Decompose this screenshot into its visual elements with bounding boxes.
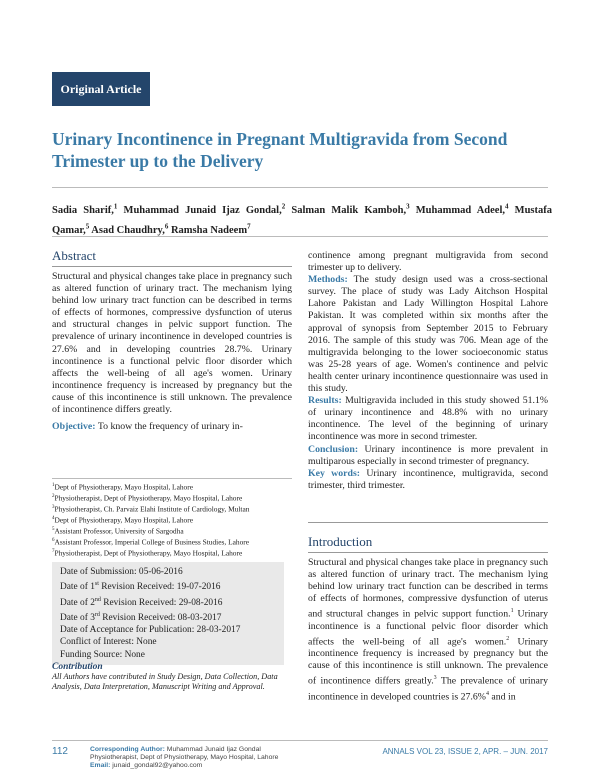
affiliation-item: $^6$Assistant Professor, Imperial College of Business Studies, Lahore — [52, 537, 250, 547]
abstract-right-column — [308, 250, 548, 492]
introduction-section — [308, 534, 548, 703]
results-label: Results: — [308, 395, 342, 407]
affiliation-list — [52, 481, 297, 558]
author-list — [52, 198, 552, 239]
conclusion-text: Urinary incontinence is more prevalent in multiparous especially in second trimester of pregnancy. — [308, 443, 549, 467]
methods-text: The study design used was a cross-sectional survey. The place of study was Lady Aitchson Hospital Lahore Pakistan and Lady Willington Hospital Lahore Pakistan. It was completed within six months after the approval of synopsis from September 2015 to February 2016. The sample of this study was 706. Mean age of the multigravida belonging to the lower socioeconomic status was 25-28 years of age. Women's continence and pelvic health center urinary incontinence questionnaire was used in this study. — [308, 274, 548, 395]
date-acceptance: Date of Acceptance for Publication: 28-03-2017 — [60, 625, 241, 636]
conclusion-label: Conclusion: — [308, 443, 359, 455]
contribution-heading: Contribution — [52, 662, 103, 672]
author: Muhammad Junaid Ijaz Gondal,$^2$ — [123, 202, 286, 216]
abstract-heading: Abstract — [52, 248, 97, 263]
corresponding-author: Corresponding Author: Muhammad Junaid Ijaz Gondal Physiotherapist, Dept of Physiotherapy, Mayo Hospital, Lahore Email: junaid_gondal92@yahoo.com — [90, 746, 279, 770]
affiliation-item: $^3$Physiotherapist, Ch. Parvaiz Elahi Institute of Cardiology, Multan — [52, 504, 250, 514]
contribution-text: All Authors have contributed in Study Design, Data Collection, Data Analysis, Data Interpretation, Manuscript Writing and Approval. — [52, 672, 278, 692]
introduction-text: Structural and physical changes take place in pregnancy such as altered function of urinary tract. The mechanism lying behind low urinary tract function can be described in terms of effects of hormones, compressive dysfunction of uterus and structural changes in pelvic support function.$^1$ Urinary incontinence is a functional pelvic floor disorder which affects the well-being of all age's women.$^2$ Urinary incontinence frequency is increased by pregnancy but the cause of this incontinence is still unknown. The prevalence of incontinence differs greatly.$^3$ The prevalence of urinary incontinence in developed countries is 27.6%$^4$ and in — [308, 557, 549, 702]
keywords-text: Urinary incontinence, multigravida, second trimester, third trimester. — [308, 467, 548, 491]
abstract-objective-start — [52, 421, 292, 433]
author: Asad Chaudhry,$^6$ — [91, 222, 169, 236]
affiliation-item: $^5$Assistant Professor, University of Sargodha — [52, 526, 184, 536]
methods-label: Methods: — [308, 274, 348, 286]
affiliation-item: $^1$Dept of Physiotherapy, Mayo Hospital, Lahore — [52, 482, 193, 492]
objective-text-start: To know the frequency of urinary in- — [97, 421, 243, 433]
article-title: Urinary Incontinence in Pregnant Multigravida from Second Trimester up to the Delivery — [52, 129, 508, 171]
title-divider — [52, 187, 548, 188]
journal-info: ANNALS VOL 23, ISSUE 2, APR. – JUN. 2017 — [382, 747, 548, 756]
abstract-conclusion — [308, 444, 548, 468]
abstract-end-rule — [308, 522, 548, 523]
abstract-left-column — [52, 248, 292, 433]
date-revision-1: Date of 1st Revision Received: 19-07-2016 — [60, 581, 221, 593]
results-text: Multigravida included in this study showed 51.1% of urinary incontinence and 48.8% with no urinary incontinence. The level of the beginning of urinary incontinence was more in second trimester. — [308, 395, 549, 443]
abstract-heading-rule — [52, 266, 292, 267]
objective-label: Objective: — [52, 421, 96, 433]
introduction-heading: Introduction — [308, 534, 373, 549]
abstract-methods — [308, 274, 548, 395]
affiliations-divider — [52, 478, 292, 479]
author: Muhammad Adeel,$^4$ — [415, 202, 509, 216]
date-revision-2: Date of 2nd Revision Received: 29-08-2016 — [60, 596, 223, 608]
author: Ramsha Nadeem$^7$ — [170, 222, 251, 236]
objective-text-continued: continence among pregnant multigravida from second trimester up to delivery. — [308, 250, 548, 274]
authors-divider — [52, 236, 548, 237]
contribution-section — [52, 662, 292, 693]
affiliation-item: $^2$Physiotherapist, Dept of Physiotherapy, Mayo Hospital, Lahore — [52, 493, 243, 503]
email-label: Email: — [90, 762, 111, 770]
author: Mustafa Qamar,$^5$ — [52, 204, 553, 236]
dates-box — [52, 562, 284, 665]
date-submission: Date of Submission: 05-06-2016 — [60, 567, 183, 577]
footer-divider — [52, 740, 548, 741]
article-type-badge: Original Article — [52, 72, 150, 106]
keywords-label: Key words: — [308, 467, 361, 479]
page-number: 112 — [52, 746, 68, 757]
corr-label: Corresponding Author: — [90, 746, 165, 753]
funding-source: Funding Source: None — [60, 649, 145, 660]
abstract-keywords — [308, 468, 548, 492]
abstract-intro: Structural and physical changes take place in pregnancy such as altered function of urinary tract. The mechanism lying behind low urinary tract function can be described in terms of effects of hormones, compressive dysfunction of uterus and structural changes in pelvic support function. The prevalence of urinary incontinence in developed countries is 27.6% and in developing countries 28.7%. Urinary incontinence is a functional pelvic floor disorder which affects the well-being of all age's women. Urinary incontinence frequency is increased by pregnancy but the cause of this incontinence is still unknown. The prevalence of incontinence differs greatly. — [52, 271, 292, 416]
date-revision-3: Date of 3rd Revision Received: 08-03-2017 — [60, 611, 222, 623]
abstract-results — [308, 395, 548, 443]
author: Sadia Sharif,$^1$ — [52, 202, 118, 216]
affiliation-item: $^7$Physiotherapist, Dept of Physiotherapy, Mayo Hospital, Lahore — [52, 548, 243, 558]
introduction-heading-rule — [308, 552, 548, 553]
email-link[interactable]: junaid_gondal92@yahoo.com — [110, 762, 203, 770]
affiliation-item: $^4$Dept of Physiotherapy, Mayo Hospital, Lahore — [52, 515, 193, 525]
author: Salman Malik Kamboh,$^3$ — [291, 202, 410, 216]
conflict-of-interest: Conflict of Interest: None — [60, 637, 157, 648]
